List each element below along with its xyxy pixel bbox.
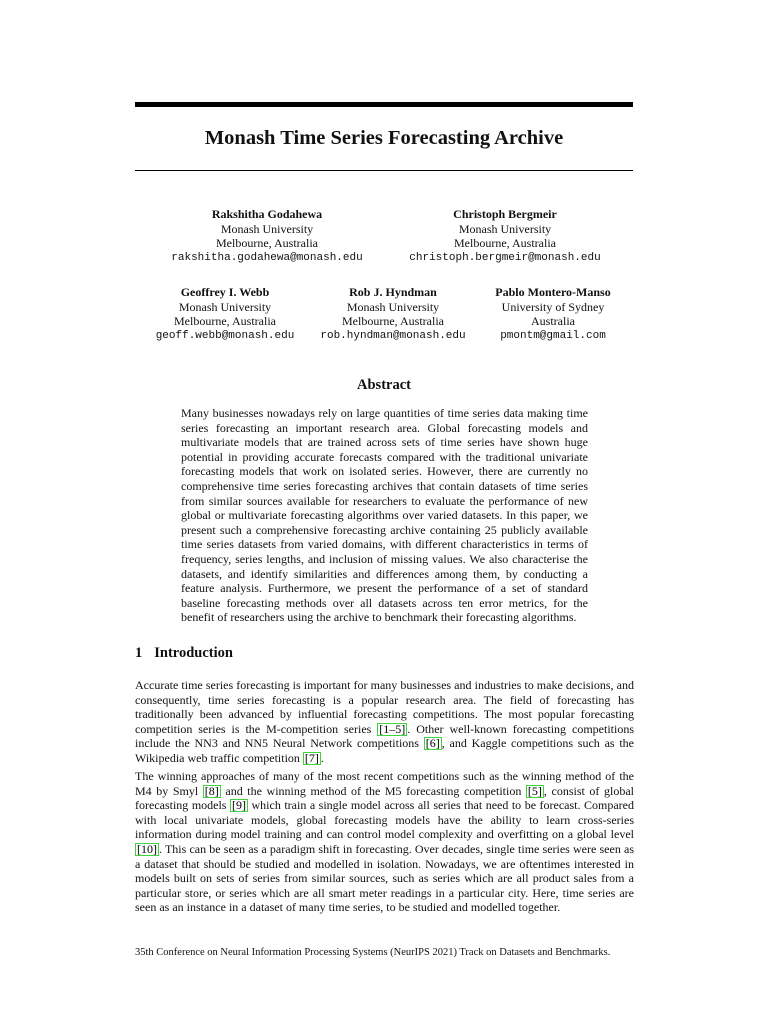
paragraph	[135, 769, 634, 915]
title-top-rule	[135, 102, 633, 107]
abstract-heading: Abstract	[357, 377, 411, 393]
section-title: Introduction	[154, 645, 233, 661]
citation-link[interactable]: [1–5]	[379, 721, 406, 736]
author-name: Rob J. Hyndman	[349, 285, 437, 299]
paragraph-text: Accurate time series forecasting is important for many businesses and industries to make decisions, and consequently, time series forecasting is a popular research area. The field of forecasting has traditionally been advanced by influential forecasting competitions. The most popular forecasting competition series is the M-competition series	[135, 678, 634, 736]
author-block	[308, 285, 478, 343]
author-block	[152, 207, 382, 265]
citation-link[interactable]: [10]	[137, 841, 157, 856]
author-affiliation: Monash University	[178, 299, 272, 314]
citation-link[interactable]: [5]	[527, 783, 542, 798]
paragraph	[135, 678, 634, 766]
author-email[interactable]: christoph.bergmeir@monash.edu	[409, 251, 601, 264]
author-name: Rakshitha Godahewa	[211, 207, 323, 221]
author-location: Melbourne, Australia	[342, 314, 444, 328]
title-bottom-rule	[135, 170, 633, 171]
author-email[interactable]: rob.hyndman@monash.edu	[320, 329, 466, 342]
paragraph-text: , and Kaggle competitions such as the Wikipedia web traffic competition	[135, 736, 635, 765]
author-affiliation: Monash University	[220, 221, 314, 236]
paragraph-text: .	[320, 750, 324, 765]
author-name: Geoffrey I. Webb	[180, 285, 270, 299]
author-block	[390, 207, 620, 265]
citation-link[interactable]: [8]	[204, 783, 219, 798]
paragraph-text: . This can be seen as a paradigm shift in forecasting. Over decades, single time series were seen as a dataset that should be studied and modelled in isolation. Nowadays, we are oftentimes interested in models built on sets of series from similar sources, such as series which are all product sales from a particular store, or series which are all smart meter readings in a particular city. Here, time series are seen as an instance in a dataset of many time series, to be studied and modelled together.	[135, 841, 634, 915]
author-location: Melbourne, Australia	[216, 236, 318, 250]
paragraph-text: , consist of global forecasting models	[135, 783, 635, 813]
author-block	[468, 285, 638, 343]
author-email[interactable]: rakshitha.godahewa@monash.edu	[171, 251, 363, 264]
author-name: Pablo Montero-Manso	[495, 285, 611, 299]
author-location: Australia	[531, 314, 575, 328]
abstract-text: Many businesses nowadays rely on large quantities of time series data making time series forecasting an important research area. Global forecasting models and multivariate models that are trained across sets of time series have shown huge potential in providing accurate forecasts compared with the traditional univariate forecasting models that work on isolated series. However, there are currently no comprehensive time series forecasting archives that contain datasets of time series from similar sources available for researchers to evaluate the performance of new global or multivariate forecasting algorithms over varied datasets. In this paper, we present such a comprehensive forecasting archive containing 25 publicly available time series datasets from varied domains, with different characteristics in terms of frequency, series lengths, and inclusion of missing values. We also characterise the datasets, and identify similarities and differences among them, by conducting a feature analysis. Furthermore, we present the performance of a set of standard baseline forecasting methods over all datasets across ten error metrics, for the benefit of researchers using the archive to benchmark their forecasting algorithms.	[181, 406, 588, 625]
paragraph-text: The winning approaches of many of the most recent competitions such as the winning method of the M4 by Smyl	[135, 769, 634, 798]
paragraph-text: which train a single model across all series that need to be forecast. Compared with local univariate models, global forecasting models have the ability to learn cross-series information during model training and can control model complexity and overfitting on a global level	[135, 798, 634, 842]
author-name: Christoph Bergmeir	[453, 207, 557, 221]
author-affiliation: Monash University	[346, 299, 440, 314]
paragraph-text: . Other well-known forecasting competitions include the NN3 and NN5 Neural Network competitions	[135, 721, 634, 751]
author-block	[140, 285, 310, 343]
section-heading	[135, 645, 233, 662]
citation-link[interactable]: [7]	[304, 750, 319, 765]
paragraph-text: and the winning method of the M5 forecasting competition	[220, 783, 526, 798]
section-number: 1	[135, 645, 143, 661]
author-email[interactable]: geoff.webb@monash.edu	[155, 329, 295, 342]
author-affiliation: University of Sydney	[501, 299, 605, 314]
citation-link[interactable]: [6]	[425, 736, 440, 751]
author-affiliation: Monash University	[458, 221, 552, 236]
author-location: Melbourne, Australia	[174, 314, 276, 328]
author-location: Melbourne, Australia	[454, 236, 556, 250]
author-email[interactable]: pmontm@gmail.com	[500, 329, 606, 342]
conference-footer: 35th Conference on Neural Information Processing Systems (NeurIPS 2021) Track on Datasets and Benchmarks.	[135, 947, 611, 958]
citation-link[interactable]: [9]	[232, 798, 246, 813]
paper-title: Monash Time Series Forecasting Archive	[204, 127, 564, 149]
